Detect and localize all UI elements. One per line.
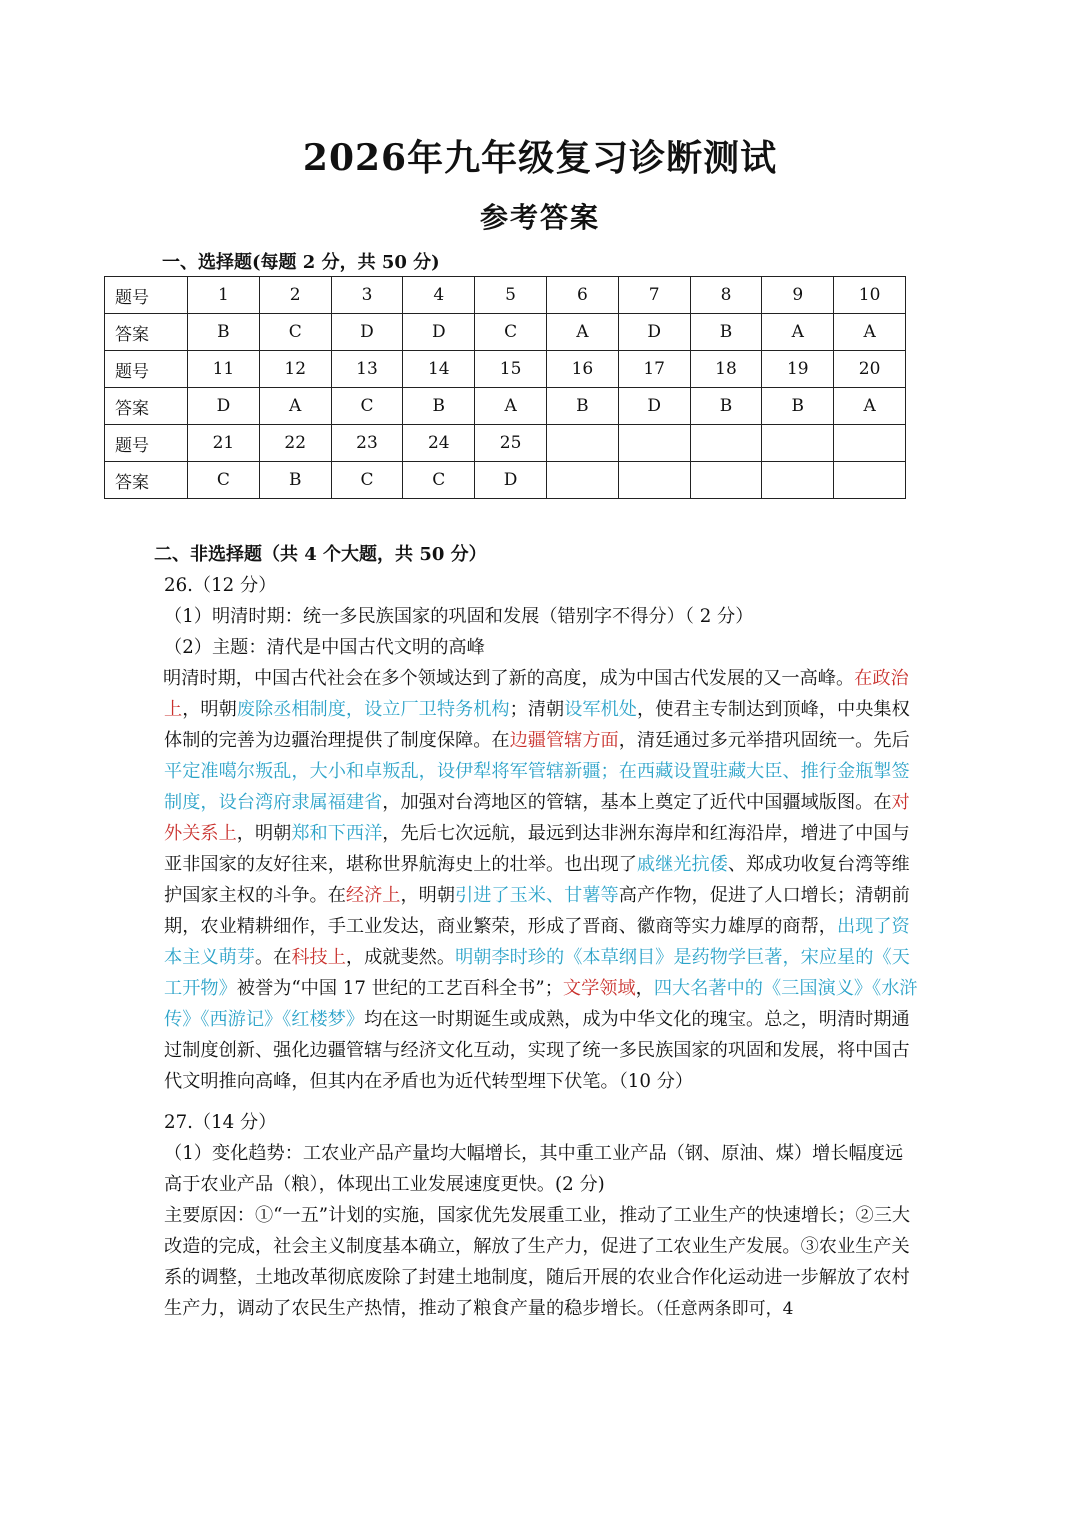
answer-cell: D: [403, 314, 475, 351]
answer-row: [105, 388, 906, 425]
question-number-row: [105, 425, 906, 462]
essay-text: 明清时期，中国古代社会在多个领域达到了新的高度，成为中国古代发展的又一高峰。: [163, 668, 855, 689]
answer-cell: A: [546, 314, 618, 351]
question-number-cell: 3: [331, 277, 403, 314]
answer-cell: B: [546, 388, 618, 425]
answer-cell: [834, 462, 906, 499]
essay-keyword: 边疆管辖方面: [509, 730, 619, 751]
question-number-cell: 7: [618, 277, 690, 314]
answer-row: [105, 314, 906, 351]
answer-cell: A: [259, 388, 331, 425]
answer-cell: C: [259, 314, 331, 351]
answer-cell: A: [762, 314, 834, 351]
essay-keyword: 经济上: [345, 885, 401, 906]
question-number-row: [105, 351, 906, 388]
essay-keyword: 科技上: [291, 947, 346, 968]
essay-point: 四大名著中的《三国演义》《水浒传》《西游记》《红楼梦》: [164, 978, 918, 1030]
q26-part1: （1）明清时期：统一多民族国家的巩固和发展（错别字不得分）（ 2 分）: [164, 606, 754, 627]
answer-cell: D: [188, 388, 260, 425]
question-number-cell: 21: [188, 425, 260, 462]
answer-cell: D: [475, 462, 547, 499]
q27-reasons-note: （任意两条即可，4: [655, 1299, 794, 1319]
question-number-cell: 16: [546, 351, 618, 388]
answer-body: [164, 570, 920, 1325]
q27-reasons-text: 主要原因：①“一五”计划的实施，国家优先发展重工业，推动了工业生产的快速增长；②三大改造的完成，社会主义制度基本确立，解放了生产力，促进了工农业生产发展。③农业生产关系的调整，土地改革彻底废除了封建土地制度，随后开展的农业合作化运动进一步解放了农村生产力，调动了农民生产热情，推动了粮食产量的稳步增长。: [164, 1205, 911, 1319]
section2-heading: 二、非选择题（共 4 个大题，共 50 分）: [154, 544, 487, 565]
answer-cell: C: [403, 462, 475, 499]
essay-text: 。在: [254, 947, 292, 968]
essay-point: 戚继光抗倭: [636, 854, 728, 875]
question-number-cell: [546, 425, 618, 462]
essay-text: 高产作物，促进了人口增长；清朝前期，农业精耕细作，手工业发达，商业繁荣，形成了晋商、徽商等实力雄厚的商帮，: [164, 885, 910, 937]
essay-point: 引进了玉米、甘薯等: [455, 885, 619, 906]
essay-text: ；清朝: [509, 699, 565, 720]
answer-table: [104, 276, 906, 499]
answer-cell: D: [331, 314, 403, 351]
answer-cell: C: [331, 388, 403, 425]
essay-point: 废除丞相制度，设立厂卫特务机构: [236, 699, 510, 720]
answer-cell: C: [188, 462, 260, 499]
page-title: 2026年九年级复习诊断测试: [302, 137, 778, 179]
question-number-cell: 10: [834, 277, 906, 314]
answer-cell: A: [834, 314, 906, 351]
answer-row: [105, 462, 906, 499]
question-number-cell: 17: [618, 351, 690, 388]
row-label-question: 题号: [105, 351, 188, 388]
answer-cell: [546, 462, 618, 499]
answer-cell: C: [331, 462, 403, 499]
question-number-cell: [762, 425, 834, 462]
question-number-cell: 19: [762, 351, 834, 388]
q27-reasons: [164, 1200, 920, 1325]
page-subtitle: 参考答案: [479, 201, 600, 234]
essay-point: 明朝李时珍的《本草纲目》是药物学巨著，宋应星的《天工开物》: [164, 947, 910, 999]
question-number-cell: 15: [475, 351, 547, 388]
question-number-cell: 9: [762, 277, 834, 314]
question-number-cell: 14: [403, 351, 475, 388]
q27-heading: 27.（14 分）: [164, 1112, 277, 1133]
question-number-cell: 25: [475, 425, 547, 462]
question-number-cell: [834, 425, 906, 462]
essay-point: 设军机处: [564, 699, 637, 720]
essay-text: ，明朝: [400, 885, 456, 906]
question-number-cell: 13: [331, 351, 403, 388]
answer-cell: B: [690, 388, 762, 425]
q26-essay: [164, 663, 920, 1097]
answer-cell: B: [762, 388, 834, 425]
row-label-question: 题号: [105, 277, 188, 314]
essay-text: 、郑成功收复台湾等维护国家主权的斗争。在: [164, 854, 910, 906]
question-number-cell: [618, 425, 690, 462]
question-number-cell: 18: [690, 351, 762, 388]
answer-cell: [762, 462, 834, 499]
answer-cell: D: [618, 314, 690, 351]
essay-text: ，加强对台湾地区的管辖，基本上奠定了近代中国疆域版图。在: [382, 792, 892, 813]
question-number-cell: 6: [546, 277, 618, 314]
essay-text: ，: [635, 978, 654, 999]
answer-cell: B: [690, 314, 762, 351]
question-number-cell: 4: [403, 277, 475, 314]
answer-cell: C: [475, 314, 547, 351]
question-number-cell: 1: [188, 277, 260, 314]
row-label-answer: 答案: [105, 388, 188, 425]
answer-cell: [618, 462, 690, 499]
question-number-cell: 24: [403, 425, 475, 462]
question-number-cell: 11: [188, 351, 260, 388]
question-number-cell: 12: [259, 351, 331, 388]
essay-text: ，使君主专制达到顶峰，中央集权体制的完善为边疆治理提供了制度保障。在: [164, 699, 910, 751]
essay-text: 均在这一时期诞生或成熟，成为中华文化的瑰宝。总之，明清时期通过制度创新、强化边疆管辖与经济文化互动，实现了统一多民族国家的巩固和发展，将中国古代文明推向高峰，但其内在矛盾也为近代转型埋下伏笔。（10 分）: [164, 1009, 910, 1092]
row-label-answer: 答案: [105, 462, 188, 499]
question-number-cell: 8: [690, 277, 762, 314]
essay-point: 郑和下西洋: [291, 823, 383, 844]
question-number-cell: 5: [475, 277, 547, 314]
row-label-question: 题号: [105, 425, 188, 462]
essay-text: ，成就斐然。: [345, 947, 456, 968]
question-number-cell: [690, 425, 762, 462]
essay-point: 出现了资本主义萌芽: [164, 916, 910, 968]
answer-cell: D: [618, 388, 690, 425]
answer-cell: A: [475, 388, 547, 425]
answer-cell: B: [188, 314, 260, 351]
essay-text: ，先后七次远航，最远到达非洲东海岸和红海沿岸，增进了中国与亚非国家的友好往来，堪称世界航海史上的壮举。也出现了: [164, 823, 910, 875]
essay-keyword: 在政治上: [164, 668, 909, 720]
essay-text: ，明朝: [236, 823, 292, 844]
q26-heading: 26.（12 分）: [164, 575, 277, 596]
answer-cell: B: [403, 388, 475, 425]
essay-text: ，明朝: [182, 699, 237, 720]
row-label-answer: 答案: [105, 314, 188, 351]
question-number-cell: 22: [259, 425, 331, 462]
question-number-cell: 23: [331, 425, 403, 462]
essay-keyword: 对外关系上: [164, 792, 910, 844]
q27-part1: （1）变化趋势：工农业产品产量均大幅增长，其中重工业产品（钢、原油、煤）增长幅度远高于农业产品（粮），体现出工业发展速度更快。(2 分): [164, 1143, 904, 1195]
essay-keyword: 文学领域: [562, 978, 636, 999]
essay-text: ，清廷通过多元举措巩固统一。先后: [618, 730, 910, 751]
essay-point: 平定准噶尔叛乱，大小和卓叛乱，设伊犁将军管辖新疆；在西藏设置驻藏大臣、推行金瓶掣签制度，设台湾府隶属福建省: [164, 761, 910, 813]
answer-cell: A: [834, 388, 906, 425]
question-number-cell: 20: [834, 351, 906, 388]
answer-cell: B: [259, 462, 331, 499]
q26-part2-theme: （2）主题：清代是中国古代文明的高峰: [164, 637, 485, 658]
section1-heading: 一、选择题(每题 2 分，共 50 分): [162, 252, 440, 273]
essay-text: 被誉为“中国 17 世纪的工艺百科全书”；: [236, 978, 563, 999]
question-number-row: [105, 277, 906, 314]
answer-cell: [690, 462, 762, 499]
question-number-cell: 2: [259, 277, 331, 314]
